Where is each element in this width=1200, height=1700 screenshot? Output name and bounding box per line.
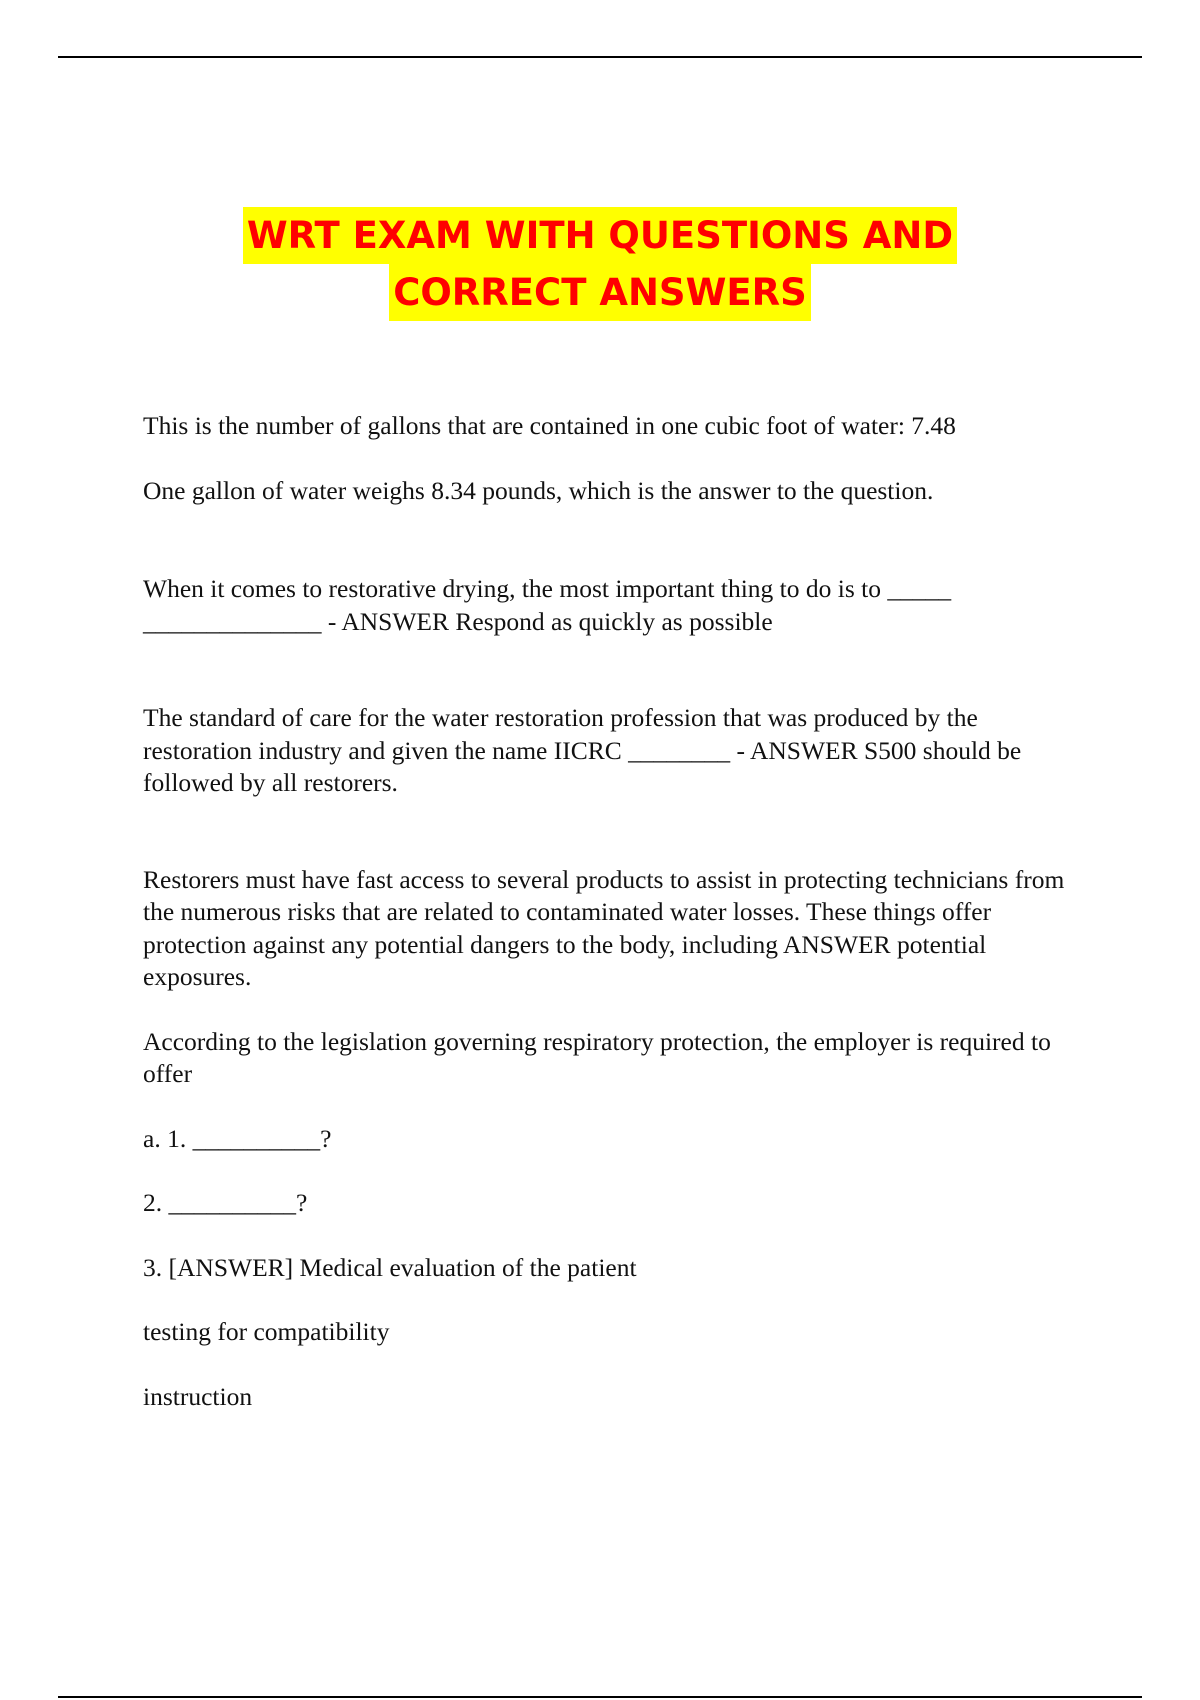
paragraph-gallon-weight: One gallon of water weighs 8.34 pounds, which is the answer to the question.	[143, 475, 934, 505]
paragraph-contaminated-water-protection: Restorers must have fast access to several products to assist in protecting technicians from the numerous risks that are related to contaminated water losses. These things offer protection against any potential dangers to the body, including ANSWER potential exposures.	[143, 864, 1065, 991]
title-line-1: WRT EXAM WITH QUESTIONS AND	[243, 207, 957, 264]
paragraph-gallons-cubic-foot: This is the number of gallons that are contained in one cubic foot of water: 7.48	[143, 411, 956, 440]
list-item-2: 2. __________?	[143, 1188, 308, 1217]
paragraph-iicrc-standard: The standard of care for the water restoration profession that was produced by the restoration industry and given the name IICRC ________ - ANSWER S500 should be followed by all restorers.	[143, 703, 1022, 797]
bottom-rule	[58, 1696, 1142, 1698]
top-rule	[58, 56, 1142, 58]
paragraph-restorative-drying-line-2: ______________ - ANSWER Respond as quickly as possible	[143, 606, 773, 636]
list-item-compatibility-testing: testing for compatibility	[143, 1317, 390, 1346]
list-item-instruction: instruction	[143, 1381, 253, 1411]
paragraph-restorative-drying-line-1: When it comes to restorative drying, the most important thing to do is to _____	[143, 574, 952, 603]
paragraph-respiratory-protection: According to the legislation governing respiratory protection, the employer is required to offer	[143, 1026, 1051, 1088]
document-body	[143, 410, 1093, 1413]
list-item-3: 3. [ANSWER] Medical evaluation of the patient	[143, 1252, 637, 1282]
list-item-1: a. 1. __________?	[143, 1123, 332, 1153]
title-line-2: CORRECT ANSWERS	[389, 264, 811, 321]
document-title	[0, 207, 1200, 321]
